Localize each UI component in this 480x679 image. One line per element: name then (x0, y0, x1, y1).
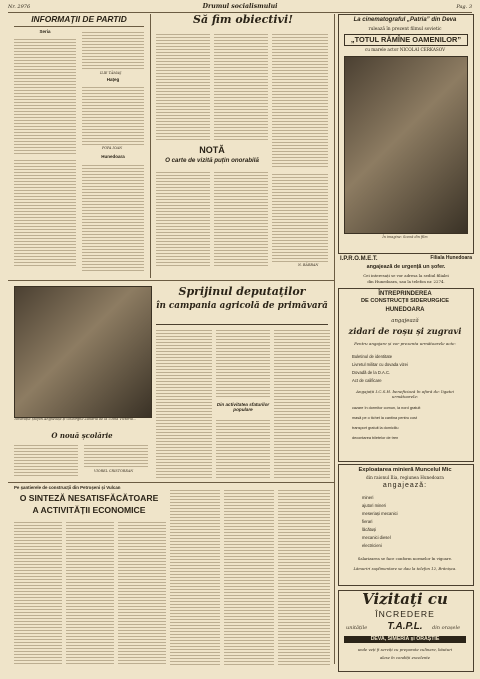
kicker: Pe șantierele de construcții din Petroșeni și Vulcan (14, 485, 121, 490)
mine-role: ajutori mineri (362, 503, 386, 508)
mine-role: lăcătuși (362, 527, 377, 532)
article-text (170, 488, 220, 666)
tapl-brand: T.A.P.L. (387, 621, 423, 632)
ics-name2: DE CONSTRUCȚII SIDERURGICE (361, 298, 449, 304)
ipromet-line1: angajează de urgență un șofer. (366, 264, 446, 270)
ipromet-line2: Cei interesați se vor adresa la sediul filialei (363, 273, 449, 278)
ics-cond: Buletinul de identitate (352, 354, 393, 359)
article-text (14, 443, 78, 477)
mine-verb: angajează: (382, 482, 428, 489)
mine-role: fierari (362, 519, 373, 524)
cinema-line2: rulează în prezent filmul sovietic (368, 27, 442, 32)
article-text (14, 37, 76, 155)
issue-number: Nr. 2976 (8, 4, 31, 10)
article-text (274, 328, 330, 478)
article-title: Să fim obiectivi! (193, 13, 293, 26)
article-text (216, 418, 270, 478)
article-text (82, 163, 144, 271)
article-text (224, 488, 274, 666)
tapl-line2: unde veți fi serviți cu preparate culinare, băuturi (357, 647, 453, 652)
tapl-script2: ÎNCREDERE (375, 609, 435, 619)
subhead-hateg: Hațeg (106, 77, 120, 82)
article-text (272, 32, 328, 168)
mine-location: din raionul Ilia, regiunea Hunedoara (366, 475, 444, 480)
signature: ILIE TĂMAŞ (100, 71, 122, 75)
ics-name3: HUNEDOARA (385, 307, 425, 313)
article-text (82, 30, 144, 70)
news-photo (14, 286, 152, 418)
article-text (156, 170, 210, 266)
article-text (14, 520, 62, 666)
subhead-seria: Seria (39, 29, 51, 34)
article-text (214, 170, 268, 266)
film-caption: În imagine: Scenă din film (382, 235, 428, 239)
ics-benefit: masă pe o tichet la cantina pentru cost (352, 416, 418, 420)
mine-role: mecanici diesel (362, 535, 391, 540)
article-text (14, 158, 76, 268)
ics-benefit: transport gratuit la domiciliu (352, 426, 399, 430)
article-text (216, 328, 270, 398)
note-kicker: NOTĂ (199, 145, 225, 155)
mine-title: Exploatarea minieră Muncelul Mic (358, 467, 452, 473)
headline-line2: în campania agricolă de primăvară (156, 301, 328, 311)
title-underline (14, 26, 144, 27)
article-text (118, 520, 166, 666)
ics-cond-title: Pentru angajare și vor prezenta următoarele acte: (354, 341, 456, 346)
signature: VIOREL CRISTOREAN (94, 469, 134, 473)
section-title: INFORMAŢII DE PARTID (31, 14, 127, 24)
ipromet-branch: Filiala Hunedoara (430, 255, 472, 261)
article-text (272, 172, 328, 262)
section-rule (8, 280, 334, 281)
ipromet-org: I.P.R.O.M.E.T. (340, 256, 378, 262)
film-still (344, 56, 468, 234)
subhead-hunedoara: Hunedoara (101, 154, 125, 159)
mine-role: mineri (362, 495, 374, 500)
mine-note1: Salarizarea se face conform normelor în vigoare. (357, 556, 453, 561)
article-text (156, 328, 212, 478)
column-rule (150, 14, 151, 278)
ics-cond: Dovadă de la D.A.C. (352, 370, 391, 375)
headline-line1: Sprijinul deputaților (178, 285, 306, 298)
article-text (156, 32, 210, 142)
ipromet-line3: din Hunedoara, sau la telefon nr. 2274. (367, 279, 445, 284)
tapl-small2: din orașele (432, 625, 461, 631)
article-title: O nouă școlărie (51, 431, 113, 440)
ics-benefit: decontarea biletelor de tren (352, 436, 399, 440)
headline-line2: A ACTIVITĂȚII ECONOMICE (32, 505, 146, 515)
article-text (82, 85, 144, 145)
ics-verb: angajează (391, 318, 419, 324)
article-text (214, 32, 268, 142)
cinema-line1: La cinematograful „Patria” din Deva (353, 17, 457, 23)
page-number: Pag. 3 (456, 4, 472, 10)
article-text (66, 520, 114, 666)
mine-role: electricieni (362, 543, 382, 548)
note-title: O carte de vizită puțin onorabilă (165, 157, 259, 164)
ics-name1: ÎNTREPRINDEREA (378, 291, 432, 297)
ics-cond: Livretul militar cu dovada vizei (352, 362, 408, 367)
tapl-line1: DEVA, SIMERIA și ORĂȘTIE (344, 636, 466, 643)
photo-caption: Tovarășul Ștefan Angheluța și Gheorghe Zaharia de la Uzina Victoria... (14, 417, 137, 421)
signature: N. BĂRBAN (298, 263, 319, 267)
cinema-line3: cu marele actor NICOLAI CERKASOV (364, 47, 446, 52)
section-rule (8, 482, 334, 483)
tapl-script1: Vizitați cu (362, 590, 448, 608)
article-text (278, 488, 330, 666)
mine-note2: Lămuriri suplimentare se dau la telefon 12, Brănișca. (353, 566, 457, 571)
film-title: „TOTUL RĂMÎNE OAMENILOR” (344, 34, 468, 46)
mine-role: meseriași mecanici (362, 511, 398, 516)
column-rule (334, 14, 335, 664)
signature: POPA IOAN (102, 146, 123, 150)
ics-extra-title: Angajații I.C.S.H. beneficiază în afară de: ligatei următoarele: (356, 389, 454, 399)
headline-line1: O SINTEZĂ NESATISFĂCĂTOARE (19, 493, 159, 503)
subhead: Din activitatea sfaturilor populare (216, 402, 270, 412)
article-text (84, 443, 148, 467)
tapl-line3: alese în condiții excelente (379, 655, 431, 660)
ics-role: zidari de roșu și zugravi (348, 326, 462, 336)
masthead: Drumul socialismului (202, 3, 278, 10)
tapl-small1: unitățile (346, 625, 368, 631)
ics-benefit: cazare în dormitor comun, la nord gratuit (352, 406, 421, 410)
ics-cond: Act de calificare (352, 378, 382, 383)
